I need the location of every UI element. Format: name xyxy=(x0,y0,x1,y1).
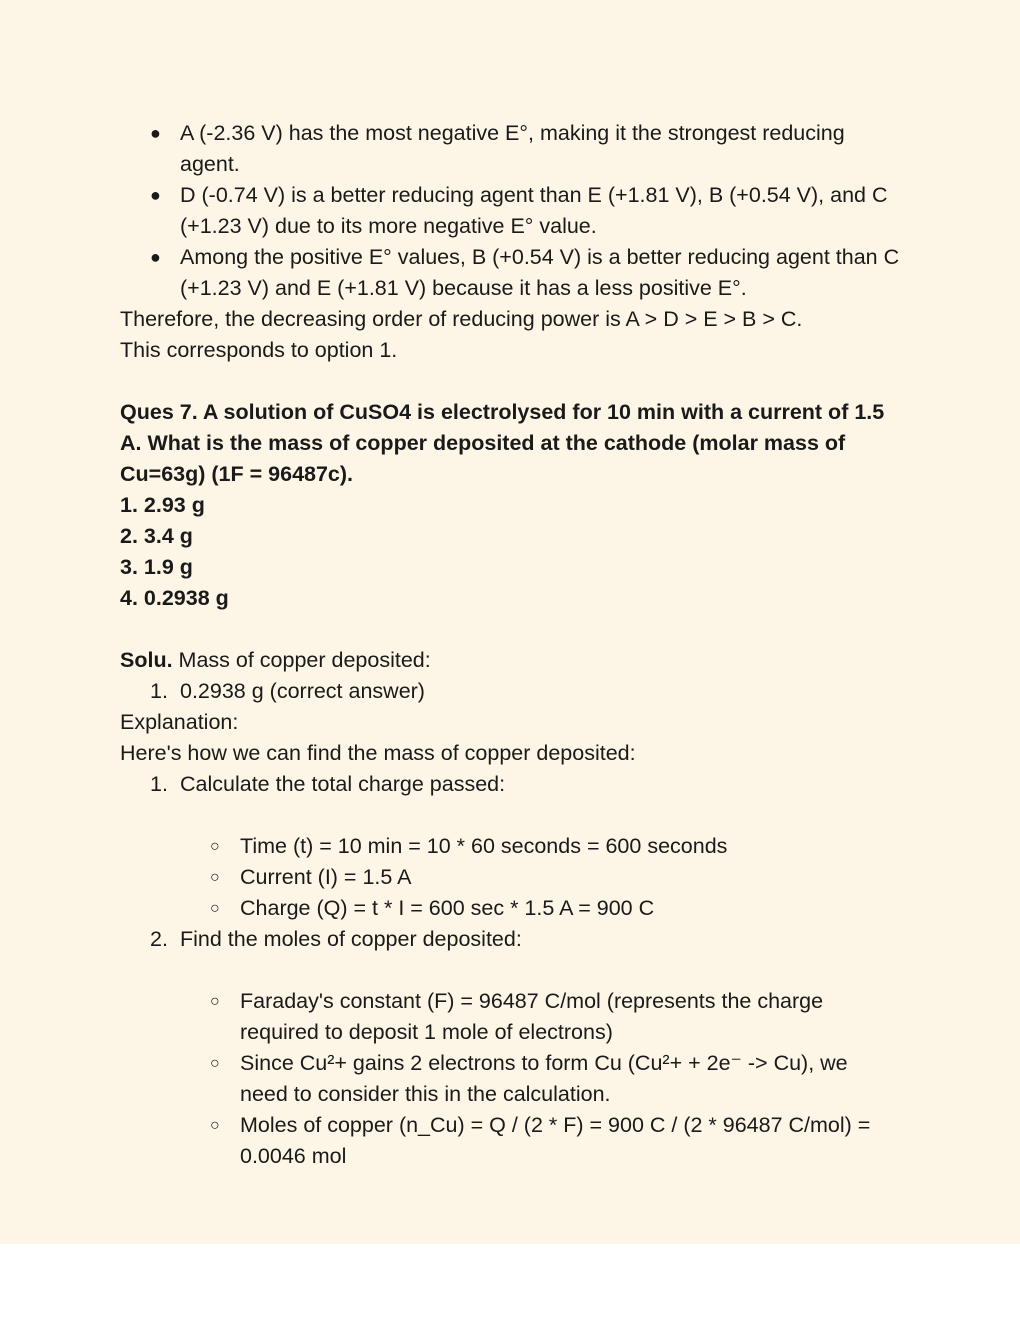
sub-item: ○ Moles of copper (n_Cu) = Q / (2 * F) = 900 C / (2 * 96487 C/mol) = 0.0046 mol xyxy=(240,1110,900,1172)
question-option: 4. 0.2938 g xyxy=(120,586,229,610)
question-option: 1. 2.93 g xyxy=(120,493,205,517)
solution-label: Solu. xyxy=(120,648,173,672)
step-item xyxy=(150,924,900,1172)
solution-intro: Mass of copper deposited: xyxy=(172,648,431,672)
sub-item: ○ Since Cu²+ gains 2 electrons to form Cu (Cu²+ + 2e⁻ -> Cu), we need to consider this in the calculation. xyxy=(240,1048,900,1110)
step-title: Find the moles of copper deposited: xyxy=(180,927,522,951)
explanation-label: Explanation: xyxy=(120,710,239,734)
question-option: 2. 3.4 g xyxy=(120,524,193,548)
solution-heading xyxy=(120,645,900,676)
sub-item: ○ Charge (Q) = t * I = 600 sec * 1.5 A = 900 C xyxy=(240,893,900,924)
bullet-item: ● Among the positive E° values, B (+0.54 V) is a better reducing agent than C (+1.23 V) and E (+1.81 V) because it has a less positive E°. xyxy=(180,242,900,304)
list-number: 1. xyxy=(150,679,168,703)
question-option: 3. 1.9 g xyxy=(120,555,193,579)
list-number: 2. xyxy=(150,927,168,951)
sub-item: ○ Time (t) = 10 min = 10 * 60 seconds = 600 seconds xyxy=(240,831,900,862)
list-number: 1. xyxy=(150,772,168,796)
solution-steps xyxy=(120,769,900,1172)
bullet-item: ● A (-2.36 V) has the most negative E°, making it the strongest reducing agent. xyxy=(180,118,900,180)
spacer xyxy=(180,955,900,986)
sub-list xyxy=(180,831,900,924)
bullet-item: ● D (-0.74 V) is a better reducing agent than E (+1.81 V), B (+0.54 V), and C (+1.23 V) due to its more negative E° value. xyxy=(180,180,900,242)
spacer xyxy=(120,614,900,645)
explanation-intro: Here's how we can find the mass of copper deposited: xyxy=(120,741,636,765)
reducing-agent-bullets xyxy=(120,118,900,304)
answer-list xyxy=(120,676,900,707)
sub-item: ○ Faraday's constant (F) = 96487 C/mol (represents the charge required to deposit 1 mole of electrons) xyxy=(240,986,900,1048)
answer-text: 0.2938 g (correct answer) xyxy=(180,679,425,703)
question-text: Ques 7. A solution of CuSO4 is electrolysed for 10 min with a current of 1.5 A. What is the mass of copper deposited at the cathode (molar mass of Cu=63g) (1F = 96487c). xyxy=(120,400,885,486)
page-content xyxy=(120,118,900,1172)
step-item xyxy=(150,769,900,924)
spacer xyxy=(120,366,900,397)
sub-item: ○ Current (I) = 1.5 A xyxy=(240,862,900,893)
spacer xyxy=(180,800,900,831)
conclusion-line: This corresponds to option 1. xyxy=(120,338,398,362)
step-title: Calculate the total charge passed: xyxy=(180,772,506,796)
sub-list xyxy=(180,986,900,1172)
conclusion-line: Therefore, the decreasing order of reducing power is A > D > E > B > C. xyxy=(120,307,803,331)
answer-item xyxy=(150,676,900,707)
